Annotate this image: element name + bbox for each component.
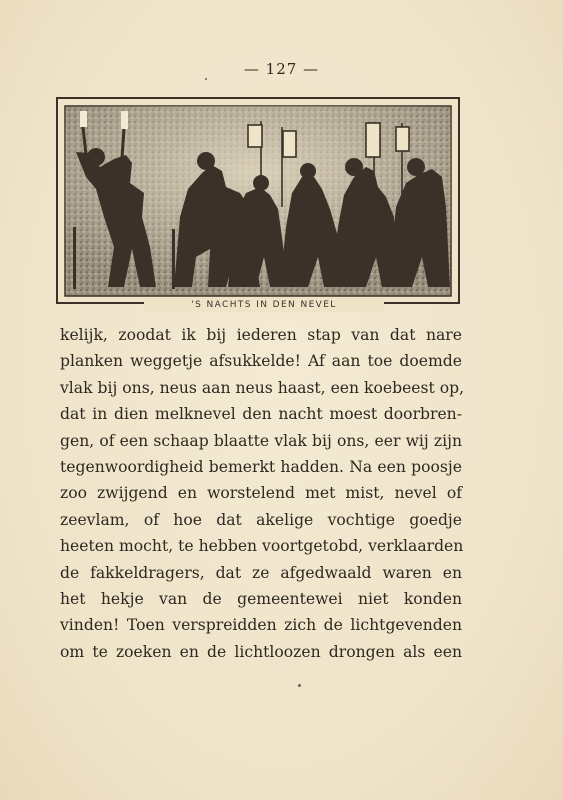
text-line: dat in dien melknevel den nacht moest doorbren- xyxy=(60,405,462,424)
torch-flame-right xyxy=(121,111,128,129)
text-line: om te zoeken en de lichtloozen drongen als een xyxy=(60,642,462,661)
night-procession-silhouette-illustration xyxy=(56,97,460,304)
torch-flame-left xyxy=(80,111,87,127)
text-line: tegenwoordigheid bemerkt hadden. Na een poosje xyxy=(60,457,462,476)
text-line: vlak bij ons, neus aan neus haast, een koebeest op, xyxy=(60,378,465,397)
text-line: planken weggetje afsukkelde! Af aan toe doemde xyxy=(60,352,462,371)
text-line: zoo zwijgend en worstelend met mist, nevel of xyxy=(60,484,462,503)
page-number: — 127 — xyxy=(243,60,320,78)
text-line: gen, of een schaap blaatte vlak bij ons, eer wij zijn xyxy=(60,431,462,450)
text-line: het hekje van de gemeentewei niet konden xyxy=(60,589,462,608)
paper-speck xyxy=(298,684,301,687)
text-line: de fakkeldragers, dat ze afgedwaald waren en xyxy=(60,563,462,582)
text-line: zeevlam, of hoe dat akelige vochtige goedje xyxy=(60,510,462,529)
illustration-caption: 'S NACHTS IN DEN NEVEL xyxy=(144,298,384,312)
text-line: kelijk, zoodat ik bij iederen stap van dat nare xyxy=(60,326,462,344)
paper-speck xyxy=(205,78,207,80)
text-line: vinden! Toen verspreidden zich de lichtgevenden xyxy=(60,616,462,635)
body-text xyxy=(60,322,465,665)
text-line: heeten mocht, te hebben voortgetobd, verklaarden xyxy=(60,537,464,556)
night-procession-illustration xyxy=(56,97,460,304)
